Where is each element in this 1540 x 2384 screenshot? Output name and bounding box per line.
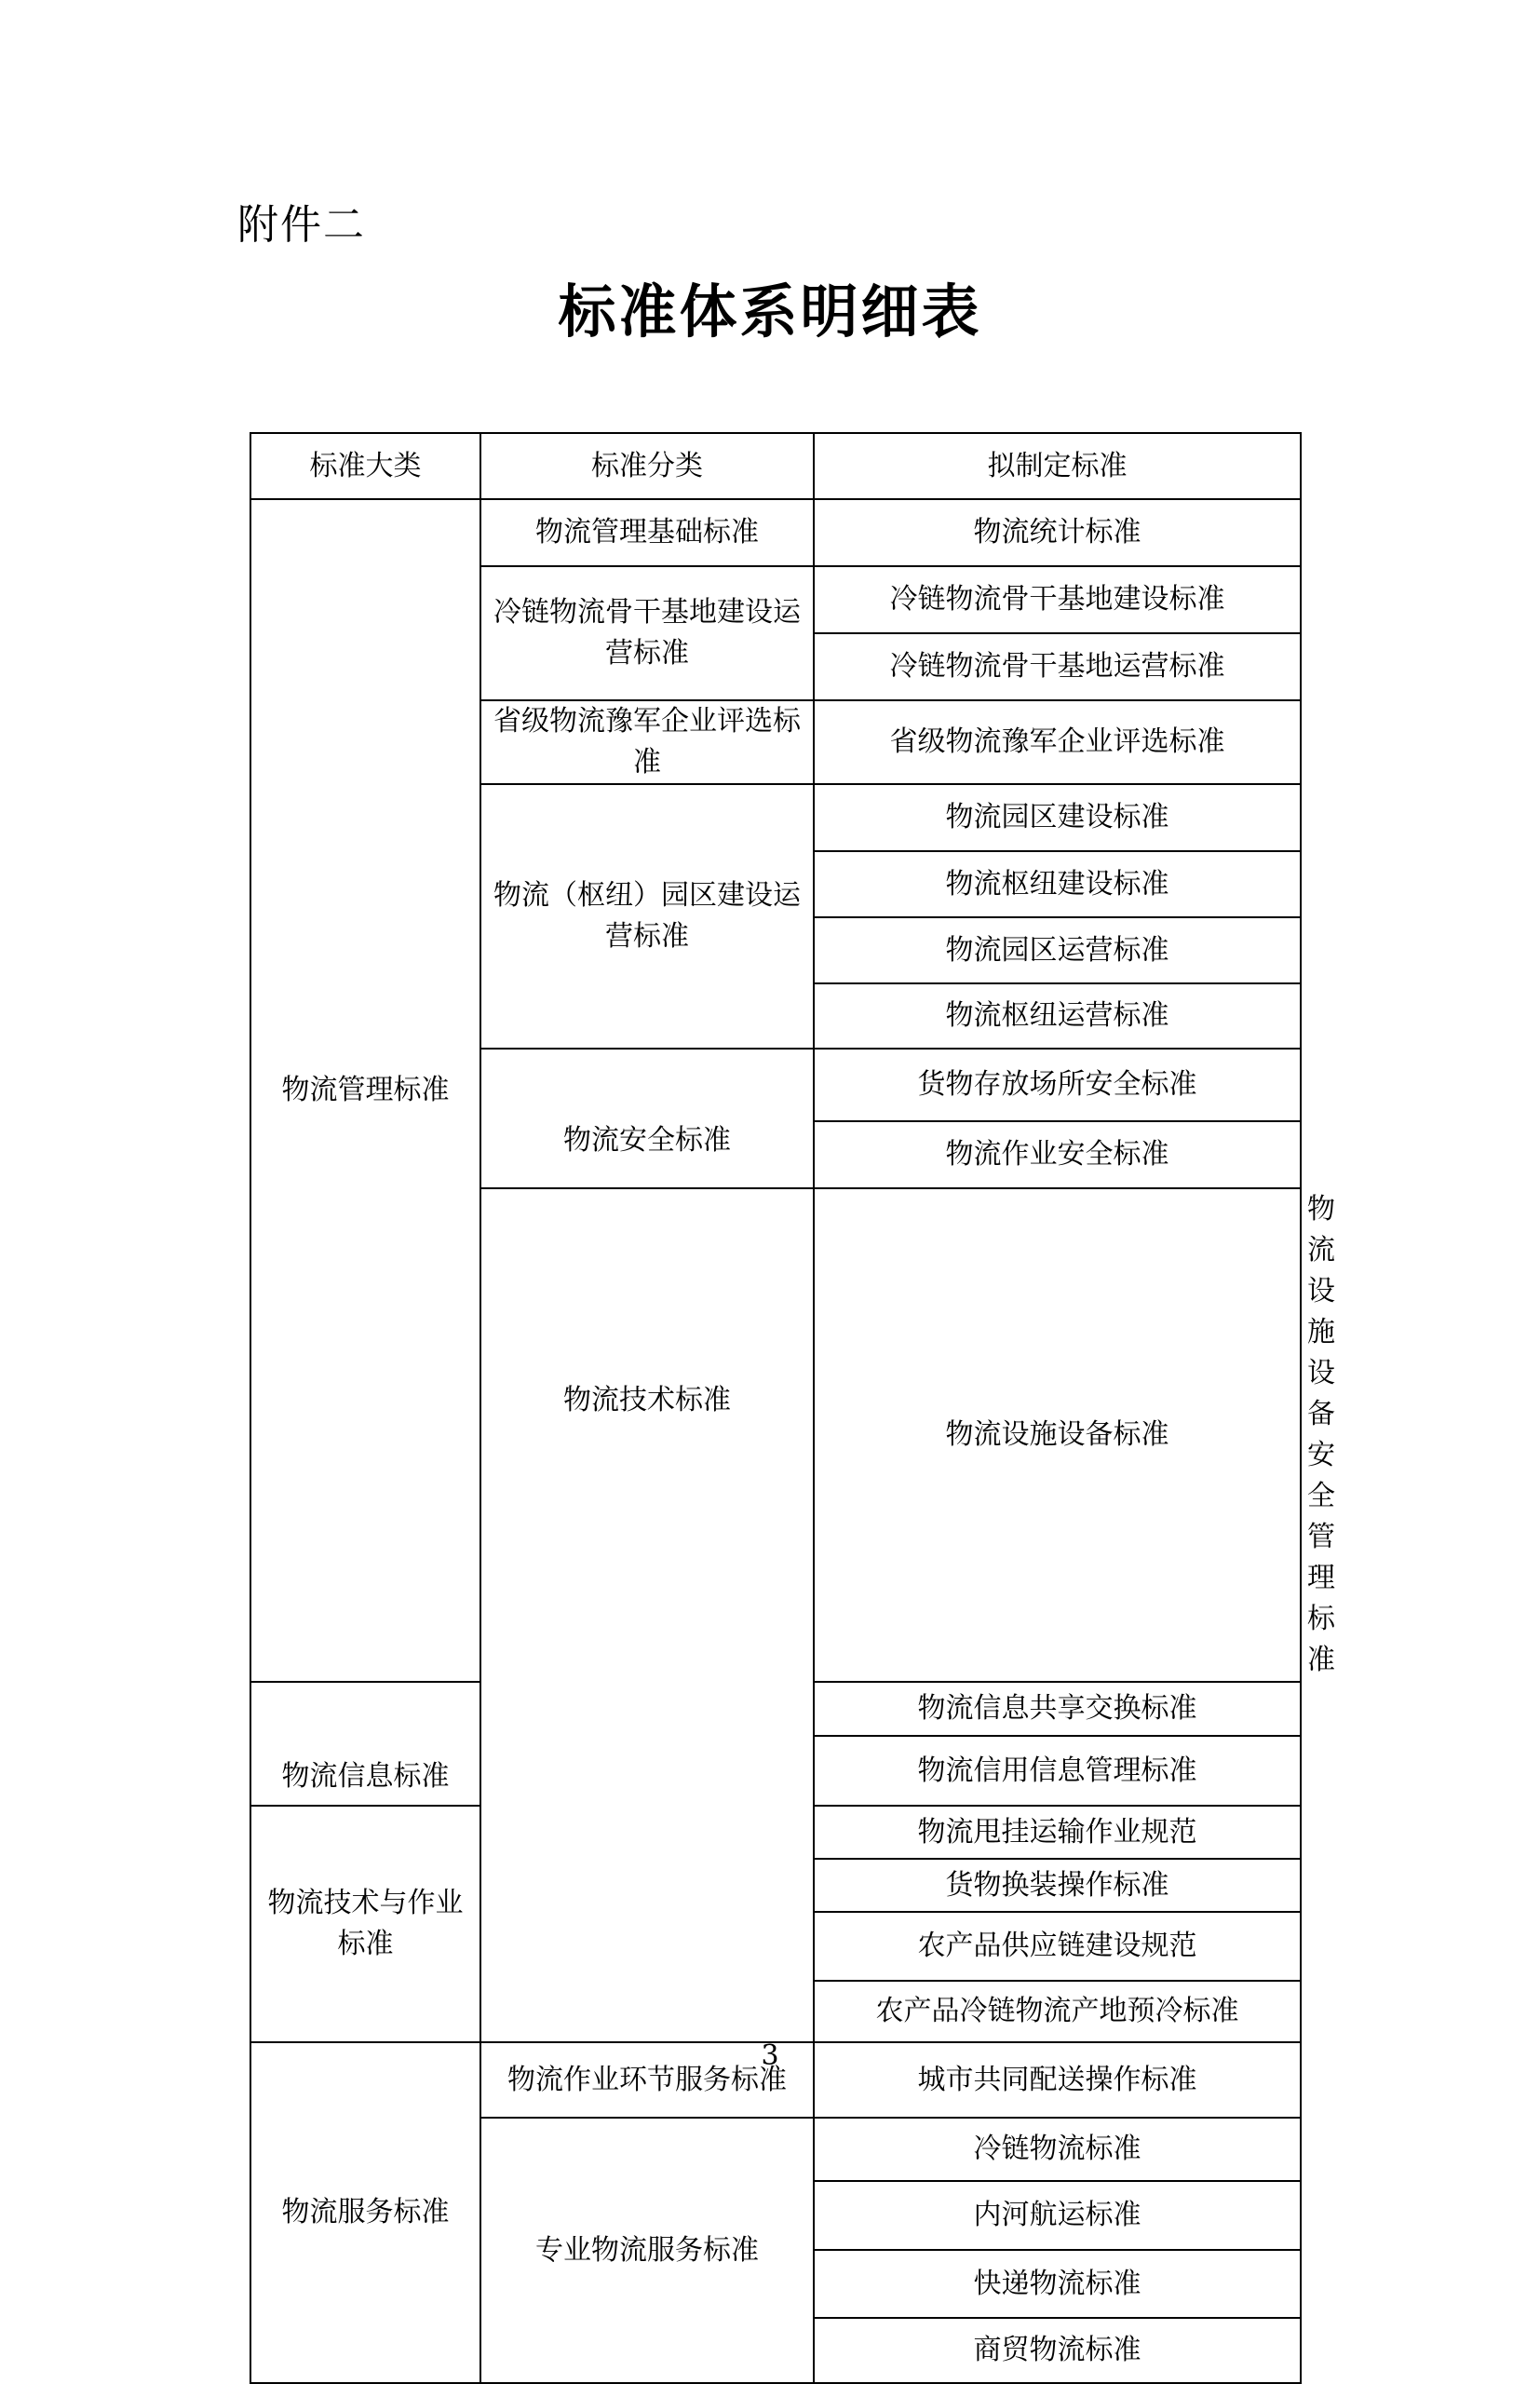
standard-cell: 省级物流豫军企业评选标准 (814, 700, 1301, 784)
standard-cell: 城市共同配送操作标准 (814, 2042, 1301, 2118)
standard-cell: 农产品冷链物流产地预冷标准 (814, 1981, 1301, 2042)
standard-cell: 冷链物流骨干基地建设标准 (814, 566, 1301, 633)
standard-cell: 物流园区运营标准 (814, 917, 1301, 983)
table-header-row (250, 433, 1301, 499)
subcategory-cell: 冷链物流骨干基地建设运营标准 (480, 566, 814, 700)
standard-cell: 快递物流标准 (814, 2250, 1301, 2318)
standard-cell: 物流信用信息管理标准 (814, 1736, 1301, 1806)
header-category: 标准大类 (250, 433, 480, 499)
page-title: 标准体系明细表 (558, 278, 982, 345)
header-subcategory: 标准分类 (480, 433, 814, 499)
category-cell: 物流服务标准 (250, 2042, 480, 2383)
subcategory-cell: 物流设施设备标准 (814, 1188, 1301, 1682)
subcategory-cell: 物流信息标准 (250, 1682, 480, 1806)
category-cell: 物流技术标准 (480, 1188, 814, 2042)
standard-cell: 货物存放场所安全标准 (814, 1049, 1301, 1121)
attachment-label: 附件二 (237, 201, 366, 249)
standard-cell: 冷链物流骨干基地运营标准 (814, 633, 1301, 700)
standard-cell: 物流作业安全标准 (814, 1121, 1301, 1188)
standard-cell: 物流信息共享交换标准 (814, 1682, 1301, 1736)
subcategory-cell: 物流（枢纽）园区建设运营标准 (480, 784, 814, 1049)
table-row: 物流技术标准 物流设施设备标准 物流设施设备安全管理标准 (250, 1188, 1301, 1682)
standard-cell: 货物换装操作标准 (814, 1859, 1301, 1912)
standard-cell: 物流甩挂运输作业规范 (814, 1806, 1301, 1859)
category-cell: 物流管理标准 (250, 499, 480, 1682)
standard-cell: 内河航运标准 (814, 2181, 1301, 2250)
table-row (250, 499, 1301, 566)
standard-cell: 物流园区建设标准 (814, 784, 1301, 851)
standards-table (250, 432, 1335, 2384)
page-number: 3 (761, 2039, 779, 2072)
subcategory-cell: 物流安全标准 (480, 1049, 814, 1188)
subcategory-cell: 专业物流服务标准 (480, 2118, 814, 2383)
subcategory-cell: 物流技术与作业标准 (250, 1806, 480, 2042)
subcategory-cell: 物流管理基础标准 (480, 499, 814, 566)
standard-cell: 物流枢纽建设标准 (814, 851, 1301, 917)
header-standard: 拟制定标准 (814, 433, 1301, 499)
subcategory-cell: 物流作业环节服务标准 (480, 2042, 814, 2118)
standard-cell: 物流枢纽运营标准 (814, 983, 1301, 1049)
standard-cell: 农产品供应链建设规范 (814, 1912, 1301, 1981)
standard-cell: 冷链物流标准 (814, 2118, 1301, 2181)
standard-cell: 商贸物流标准 (814, 2318, 1301, 2383)
standard-cell: 物流统计标准 (814, 499, 1301, 566)
subcategory-cell: 省级物流豫军企业评选标准 (480, 700, 814, 784)
